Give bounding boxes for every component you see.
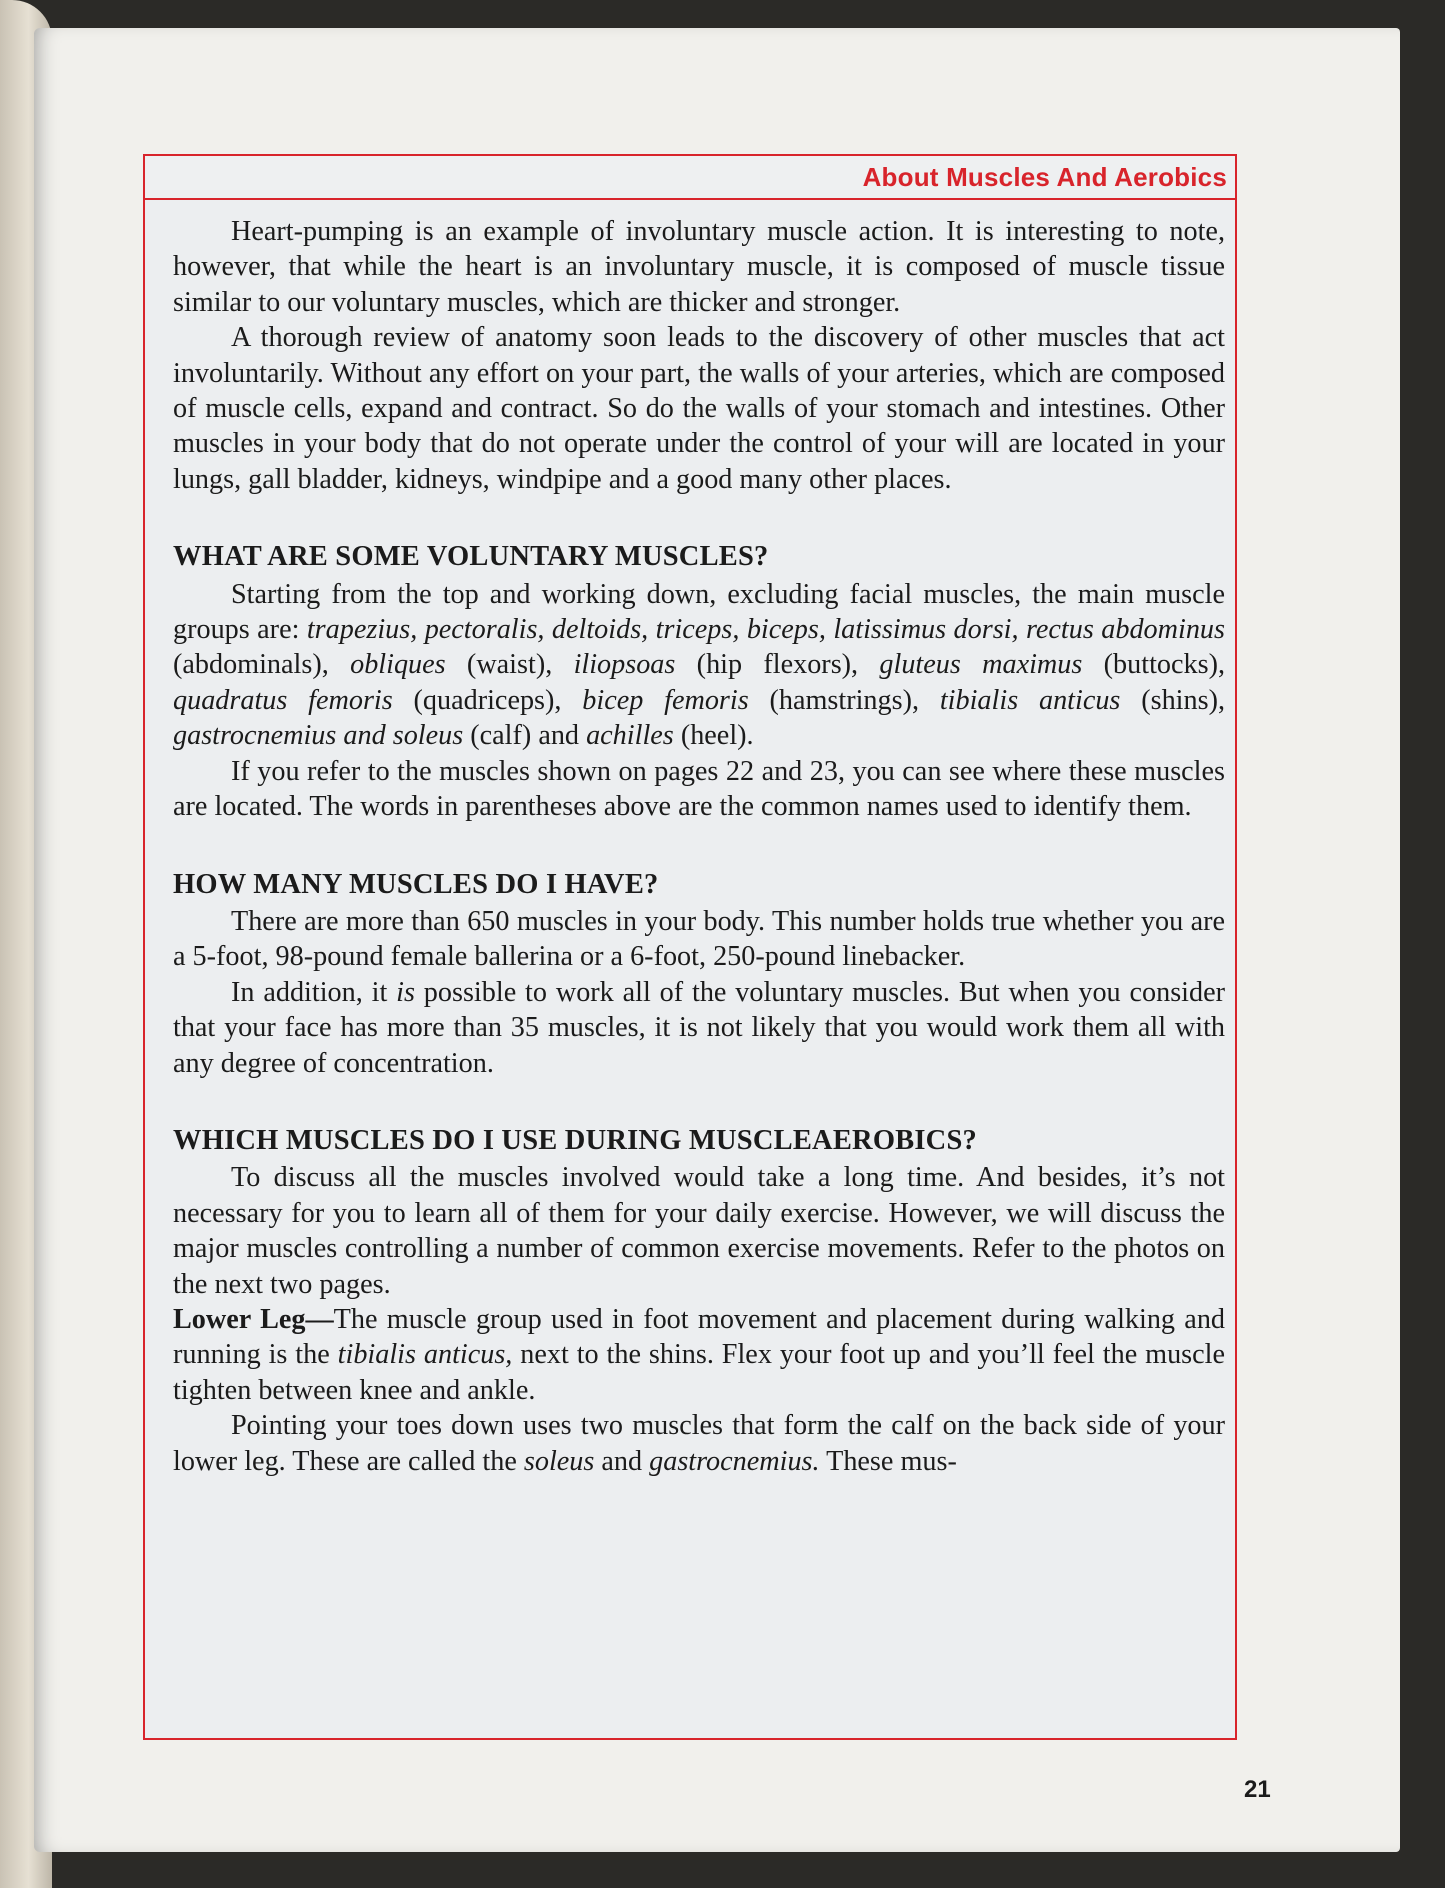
book-page bbox=[34, 28, 1400, 1852]
text-run: (waist), bbox=[445, 649, 574, 681]
text-run: In addition, it bbox=[231, 976, 397, 1008]
paragraph bbox=[173, 577, 1225, 754]
muscle-name: bicep femoris bbox=[582, 684, 749, 716]
section-heading: WHAT ARE SOME VOLUNTARY MUSCLES? bbox=[173, 541, 769, 573]
text-run: The muscle group used in foot movement and placement during walking and running is the bbox=[173, 1303, 1226, 1371]
muscle-name: gluteus maximus bbox=[879, 649, 1083, 681]
text-run: (shins), bbox=[1120, 684, 1225, 716]
paragraph: There are more than 650 muscles in your body. This number holds true whether you are a 5-foot, 98-pound female ballerina or a 6-foot, 250-pound linebacker. bbox=[173, 905, 1225, 973]
section-title: About Muscles And Aerobics bbox=[862, 161, 1227, 192]
muscle-name: iliopsoas bbox=[573, 649, 676, 681]
muscle-name: gastrocnemius and soleus bbox=[173, 720, 464, 752]
muscle-name: obliques bbox=[350, 649, 446, 681]
text-run: (hamstrings), bbox=[748, 684, 940, 716]
text-run: next to the shins. Flex your foot up and you’ll feel the muscle tighten between knee and ankle. bbox=[173, 1339, 1225, 1406]
section-heading: HOW MANY MUSCLES DO I HAVE? bbox=[173, 868, 659, 900]
text-run: and bbox=[594, 1445, 650, 1477]
running-header bbox=[145, 156, 1235, 200]
text-run: These mus- bbox=[819, 1445, 957, 1477]
text-run: (buttocks), bbox=[1082, 649, 1226, 681]
muscle-name: soleus bbox=[523, 1445, 595, 1477]
text-run: (heel). bbox=[673, 720, 754, 752]
paragraph bbox=[173, 1408, 1225, 1479]
paragraph bbox=[173, 975, 1225, 1081]
muscle-name: trapezius, pectoralis, deltoids, triceps, biceps, latissimus dorsi, rectus abdominus bbox=[306, 614, 1225, 646]
run-in-heading: Lower Leg— bbox=[173, 1303, 334, 1335]
emphasis: is bbox=[396, 976, 415, 1008]
text-run: (abdominals), bbox=[173, 649, 351, 681]
paragraph bbox=[173, 1302, 1225, 1408]
muscle-name: tibialis anticus bbox=[939, 684, 1121, 716]
paragraph: To discuss all the muscles involved would take a long time. And besides, it’s not necessary for you to learn all of them for your daily exercise. However, we will discuss the major muscles controlling a number of common exercise movements. Refer to the photos on the next two pages. bbox=[173, 1162, 1225, 1300]
text-run: (quadriceps), bbox=[392, 684, 583, 716]
text-run: possible to work all of the voluntary muscles. But when you consider that your face has more than 35 muscles, it is not likely that you would work them all with any degree of concentration. bbox=[173, 976, 1225, 1079]
page-number: 21 bbox=[1244, 1776, 1271, 1803]
muscle-name: tibialis anticus, bbox=[337, 1339, 513, 1371]
section-heading: WHICH MUSCLES DO I USE DURING MUSCLEAEROBICS? bbox=[173, 1124, 977, 1156]
content-frame bbox=[143, 154, 1237, 1740]
text-run: (hip flexors), bbox=[675, 649, 880, 681]
muscle-name: quadratus femoris bbox=[173, 684, 393, 716]
paragraph: If you refer to the muscles shown on pages 22 and 23, you can see where these muscles are located. The words in parentheses above are the common names used to identify them. bbox=[173, 755, 1225, 823]
text-run: (calf) and bbox=[463, 720, 587, 752]
paragraph: Heart-pumping is an example of involuntary muscle action. It is interesting to note, however, that while the heart is an involuntary muscle, it is composed of muscle tissue similar to our voluntary muscles, which are thicker and stronger. bbox=[173, 216, 1225, 318]
muscle-name: gastrocnemius. bbox=[649, 1445, 820, 1477]
page-body bbox=[145, 200, 1235, 1479]
paragraph: A thorough review of anatomy soon leads to the discovery of other muscles that act involuntarily. Without any effort on your part, the walls of your arteries, which are composed of muscle cells, expand and contract. So do the walls of your stomach and intestines. Other muscles in your body that do not operate under the control of your will are located in your lungs, gall bladder, kidneys, windpipe and a good many other places. bbox=[173, 322, 1225, 495]
muscle-name: achilles bbox=[586, 720, 674, 752]
text-run: Starting from the top and working down, excluding facial muscles, the main muscle groups are: bbox=[173, 578, 1225, 646]
text-run: Pointing your toes down uses two muscles that form the calf on the back side of your lower leg. These are called the bbox=[173, 1410, 1225, 1477]
